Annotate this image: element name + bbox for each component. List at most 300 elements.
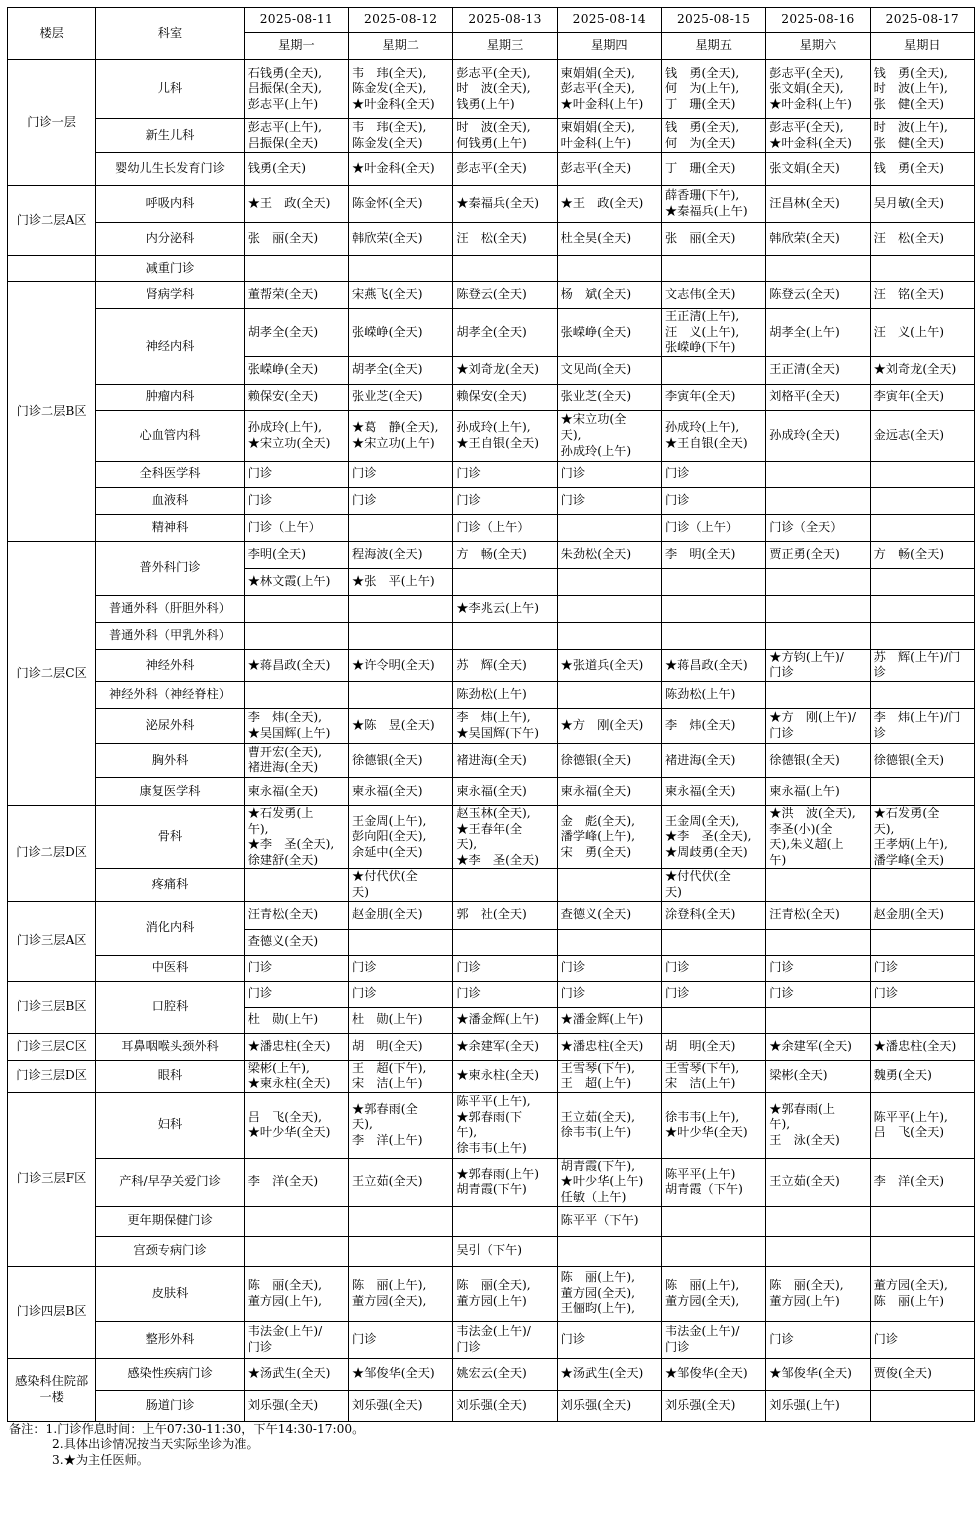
schedule-cell xyxy=(244,743,348,777)
schedule-cell xyxy=(870,568,974,595)
table-row xyxy=(8,1092,975,1158)
schedule-cell xyxy=(557,568,661,595)
schedule-cell xyxy=(349,901,453,929)
doctor-schedule: 金 彪(全天), 潘学峰(上午), 宋 勇(全天) xyxy=(560,813,635,859)
floor-label: 门诊二层B区 xyxy=(16,403,87,418)
schedule-cell xyxy=(453,1158,557,1206)
floor-cell xyxy=(8,1033,96,1060)
department-cell xyxy=(96,1266,244,1321)
doctor-schedule: ★王 政(全天) xyxy=(560,196,644,211)
schedule-cell xyxy=(557,805,661,868)
doctor-schedule: 门诊 xyxy=(769,986,794,1001)
table-row xyxy=(8,869,975,901)
doctor-schedule: 宋燕飞(全天) xyxy=(352,287,423,302)
schedule-cell xyxy=(766,1206,870,1236)
date-header: 2025-08-14 xyxy=(557,8,661,33)
department-label: 普通外科（肝胆外科） xyxy=(109,600,231,615)
schedule-cell xyxy=(557,595,661,622)
schedule-cell xyxy=(349,1206,453,1236)
doctor-schedule: 王立茹(全天), 徐韦韦(上午) xyxy=(560,1109,635,1140)
schedule-cell xyxy=(557,309,661,357)
doctor-schedule: 钱 勇(全天), 何 为(上午), 丁 珊(全天) xyxy=(664,65,740,111)
schedule-cell xyxy=(557,410,661,461)
department-label: 内分泌科 xyxy=(145,231,195,246)
table-row xyxy=(8,1033,975,1060)
schedule-cell xyxy=(453,153,557,186)
schedule-cell xyxy=(244,708,348,743)
schedule-cell xyxy=(349,869,453,901)
doctor-schedule: 门诊（上午） xyxy=(664,519,739,534)
schedule-cell xyxy=(766,119,870,153)
schedule-cell xyxy=(766,1321,870,1358)
schedule-cell xyxy=(557,622,661,649)
doctor-schedule: 王雪琴(下午), 王 超(上午) xyxy=(560,1060,635,1091)
schedule-cell xyxy=(661,805,765,868)
department-cell xyxy=(96,384,244,410)
table-row xyxy=(8,153,975,186)
schedule-cell xyxy=(349,60,453,119)
doctor-schedule: ★方 刚(全天) xyxy=(560,718,644,733)
doctor-schedule: 梁彬(上午), ★柬永柱(全天) xyxy=(247,1060,331,1091)
doctor-schedule: ★邹俊华(全天) xyxy=(664,1366,748,1381)
schedule-cell xyxy=(453,1060,557,1092)
doctor-schedule: 李寅年(全天) xyxy=(873,389,945,404)
schedule-cell xyxy=(870,955,974,981)
doctor-schedule: 赵金朋(全天) xyxy=(873,907,945,922)
doctor-schedule: 张业芝(全天) xyxy=(560,389,632,404)
doctor-schedule: 陈平平(上午) 胡青霞（下午) xyxy=(664,1166,743,1197)
schedule-cell xyxy=(870,869,974,901)
floor-cell xyxy=(8,256,96,282)
table-row xyxy=(8,649,975,681)
doctor-schedule: 姚宏云(全天) xyxy=(456,1366,527,1381)
schedule-cell xyxy=(766,743,870,777)
schedule-cell xyxy=(244,622,348,649)
floor-label: 门诊二层C区 xyxy=(16,665,87,680)
department-cell xyxy=(96,955,244,981)
schedule-cell xyxy=(661,1206,765,1236)
schedule-cell xyxy=(766,410,870,461)
schedule-cell xyxy=(453,541,557,568)
schedule-cell xyxy=(244,595,348,622)
doctor-schedule: 张嵘峥(全天) xyxy=(247,362,319,377)
doctor-schedule: 门诊 xyxy=(247,492,273,507)
schedule-cell xyxy=(557,777,661,805)
doctor-schedule: 丁 珊(全天) xyxy=(664,161,736,176)
doctor-schedule: 时 波(上午), 张 健(全天) xyxy=(873,119,948,150)
schedule-cell xyxy=(453,708,557,743)
doctor-schedule: 刘乐强(全天) xyxy=(352,1397,423,1412)
department-label: 心血管内科 xyxy=(139,427,201,442)
table-row xyxy=(8,410,975,461)
schedule-cell xyxy=(349,981,453,1007)
doctor-schedule: 方 畅(全天) xyxy=(873,546,945,561)
schedule-cell xyxy=(244,514,348,541)
doctor-schedule: 陈劲松(上午) xyxy=(456,687,527,702)
doctor-schedule: 杜 勋(上午) xyxy=(352,1012,423,1027)
table-row xyxy=(8,384,975,410)
schedule-cell xyxy=(661,384,765,410)
note-line: 备注：1.门诊作息时间：上午07:30-11:30，下午14:30-17:00。 xyxy=(9,1421,365,1436)
schedule-cell xyxy=(870,153,974,186)
department-label: 肿瘤内科 xyxy=(145,389,195,404)
department-label: 皮肤科 xyxy=(151,1285,189,1300)
doctor-schedule: 董帮荣(全天) xyxy=(247,287,319,302)
table-row xyxy=(8,681,975,708)
schedule-cell xyxy=(349,119,453,153)
doctor-schedule: ★余建军(全天) xyxy=(769,1038,852,1053)
doctor-schedule: ★洪 波(全天), 李圣(小)(全 天),朱义超(上 午) xyxy=(769,805,856,867)
doctor-schedule: 李 炜(上午), ★吴国辉(下午) xyxy=(456,710,539,740)
schedule-cell xyxy=(870,282,974,309)
doctor-schedule: 程海波(全天) xyxy=(352,546,423,561)
schedule-cell xyxy=(661,356,765,384)
weekday-header: 星期五 xyxy=(661,33,765,60)
weekday-header: 星期日 xyxy=(870,33,974,60)
schedule-cell xyxy=(349,1033,453,1060)
doctor-schedule: ★付代伏(全 天) xyxy=(664,869,731,899)
table-row xyxy=(8,708,975,743)
doctor-schedule: ★张 平(上午) xyxy=(352,573,435,588)
doctor-schedule: 魏勇(全天) xyxy=(873,1068,932,1083)
schedule-cell xyxy=(661,514,765,541)
schedule-cell xyxy=(766,805,870,868)
schedule-cell xyxy=(244,256,348,282)
schedule-cell xyxy=(453,309,557,357)
schedule-cell xyxy=(453,1007,557,1033)
schedule-cell xyxy=(453,869,557,901)
schedule-cell xyxy=(661,955,765,981)
doctor-schedule: 门诊 xyxy=(769,1331,794,1346)
doctor-schedule: ★石发勇(全 天), 王孝炳(上午), 潘学峰(全天) xyxy=(873,805,948,867)
schedule-cell xyxy=(557,869,661,901)
table-row xyxy=(8,1060,975,1092)
doctor-schedule: 门诊 xyxy=(873,986,898,1001)
schedule-cell xyxy=(766,1007,870,1033)
schedule-cell xyxy=(557,1236,661,1266)
schedule-cell xyxy=(766,1158,870,1206)
schedule-cell xyxy=(453,981,557,1007)
schedule-cell xyxy=(661,1236,765,1266)
schedule-cell xyxy=(557,256,661,282)
schedule-cell xyxy=(453,60,557,119)
doctor-schedule: 胡孝全(全天) xyxy=(352,362,423,377)
doctor-schedule: 门诊 xyxy=(664,960,690,975)
schedule-cell xyxy=(349,487,453,514)
department-label: 血液科 xyxy=(151,492,189,507)
doctor-schedule: 门诊（上午） xyxy=(247,519,321,534)
department-label: 呼吸内科 xyxy=(145,196,195,211)
doctor-schedule: 韦法金(上午)/ 门诊 xyxy=(247,1323,323,1354)
schedule-cell xyxy=(557,541,661,568)
schedule-cell xyxy=(557,1158,661,1206)
schedule-cell xyxy=(766,777,870,805)
doctor-schedule: 钱勇(全天) xyxy=(247,161,306,176)
schedule-cell xyxy=(557,1390,661,1421)
floor-cell xyxy=(8,981,96,1033)
table-row xyxy=(8,60,975,119)
doctor-schedule: 贾正勇(全天) xyxy=(769,546,840,561)
schedule-cell xyxy=(557,743,661,777)
schedule-cell xyxy=(766,282,870,309)
department-label: 骨科 xyxy=(157,829,183,844)
schedule-cell xyxy=(766,1033,870,1060)
schedule-cell xyxy=(870,384,974,410)
schedule-cell xyxy=(349,929,453,955)
department-cell xyxy=(96,1033,244,1060)
schedule-cell xyxy=(870,805,974,868)
floor-label: 门诊二层A区 xyxy=(16,212,87,227)
schedule-cell xyxy=(453,384,557,410)
doctor-schedule: 门诊 xyxy=(352,960,377,975)
doctor-schedule: 门诊 xyxy=(560,1331,586,1346)
doctor-schedule: 汪 义(上午) xyxy=(873,324,945,339)
schedule-cell xyxy=(870,309,974,357)
schedule-cell xyxy=(870,410,974,461)
doctor-schedule: 曹开宏(全天), 褚进海(全天) xyxy=(247,744,323,775)
doctor-schedule: 查德义(全天) xyxy=(247,934,319,949)
doctor-schedule: ★汤武生(全天) xyxy=(560,1366,644,1381)
doctor-schedule: 门诊 xyxy=(560,960,586,975)
schedule-cell xyxy=(244,153,348,186)
doctor-schedule: 汪青松(全天) xyxy=(769,907,840,922)
doctor-schedule: 钱 勇(全天) xyxy=(873,161,945,176)
department-cell xyxy=(96,595,244,622)
schedule-cell xyxy=(244,356,348,384)
schedule-cell xyxy=(661,1033,765,1060)
doctor-schedule: 徐德银(全天) xyxy=(560,752,632,767)
doctor-schedule: ★宋立功(全 天), 孙成玲(上午) xyxy=(560,412,632,458)
floor-label: 门诊二层D区 xyxy=(16,845,87,860)
schedule-cell xyxy=(766,1358,870,1390)
doctor-schedule: ★潘金辉(上午) xyxy=(560,1012,644,1027)
doctor-schedule: 胡青霞(下午), ★叶少华(上午) 任敏（上午) xyxy=(560,1158,644,1204)
schedule-cell xyxy=(557,282,661,309)
schedule-cell xyxy=(870,541,974,568)
doctor-schedule: 陈平平(上午), 吕 飞(全天) xyxy=(873,1109,948,1140)
doctor-schedule: ★郭春雨(上午) 胡青霞(下午) xyxy=(456,1166,539,1197)
department-cell xyxy=(96,1060,244,1092)
schedule-cell xyxy=(870,356,974,384)
doctor-schedule: 韦 玮(全天), 陈金发(全天), ★叶金科(全天) xyxy=(352,65,435,111)
table-row xyxy=(8,1358,975,1390)
schedule-cell xyxy=(453,410,557,461)
schedule-cell xyxy=(766,1092,870,1158)
schedule-cell xyxy=(453,487,557,514)
schedule-cell xyxy=(661,309,765,357)
doctor-schedule: 门诊（上午） xyxy=(456,519,530,534)
table-row xyxy=(8,955,975,981)
department-cell xyxy=(96,487,244,514)
schedule-cell xyxy=(453,929,557,955)
schedule-cell xyxy=(349,1007,453,1033)
schedule-cell xyxy=(870,1236,974,1266)
doctor-schedule: 郭 社(全天) xyxy=(456,907,527,922)
schedule-cell xyxy=(661,1358,765,1390)
schedule-cell xyxy=(870,514,974,541)
table-row xyxy=(8,981,975,1007)
doctor-schedule: 彭志平(全天) xyxy=(456,161,527,176)
department-cell xyxy=(96,1321,244,1358)
schedule-cell xyxy=(453,356,557,384)
doctor-schedule: 王 超(下午), 宋 洁(上午) xyxy=(352,1060,427,1091)
floor-label: 门诊三层F区 xyxy=(16,1171,87,1186)
schedule-cell xyxy=(349,568,453,595)
doctor-schedule: 文见尚(全天) xyxy=(560,362,632,377)
schedule-cell xyxy=(244,119,348,153)
doctor-schedule: 门诊（全天） xyxy=(769,519,843,534)
schedule-cell xyxy=(244,1033,348,1060)
doctor-schedule: 柬永福(全天) xyxy=(352,783,423,798)
schedule-cell xyxy=(244,309,348,357)
schedule-cell xyxy=(244,805,348,868)
department-label: 减重门诊 xyxy=(145,260,195,275)
floor-label: 门诊三层A区 xyxy=(16,933,87,948)
doctor-schedule: ★李兆云(上午) xyxy=(456,600,539,615)
doctor-schedule: 钱 勇(全天), 何 为(全天) xyxy=(664,119,740,150)
doctor-schedule: 门诊 xyxy=(352,492,377,507)
schedule-cell xyxy=(870,777,974,805)
schedule-cell xyxy=(349,1358,453,1390)
doctor-schedule: 柬永福(全天) xyxy=(247,783,319,798)
schedule-cell xyxy=(661,1266,765,1321)
department-cell xyxy=(96,309,244,385)
schedule-cell xyxy=(244,1092,348,1158)
schedule-cell xyxy=(349,282,453,309)
doctor-schedule: 柬娟娟(全天), 彭志平(全天), ★叶金科(上午) xyxy=(560,65,644,111)
table-row xyxy=(8,119,975,153)
schedule-cell xyxy=(244,1236,348,1266)
schedule-cell xyxy=(244,1266,348,1321)
floor-cell xyxy=(8,805,96,901)
schedule-cell xyxy=(557,514,661,541)
doctor-schedule: 徐德银(全天) xyxy=(769,752,840,767)
schedule-cell xyxy=(557,223,661,256)
department-label: 神经外科（神经脊柱） xyxy=(109,687,231,702)
doctor-schedule: 李明(全天) xyxy=(247,546,306,561)
doctor-schedule: 杜 勋(上午) xyxy=(247,1012,319,1027)
table-row xyxy=(8,743,975,777)
schedule-cell xyxy=(766,595,870,622)
department-cell xyxy=(96,708,244,743)
doctor-schedule: 董方园(全天), 陈 丽(上午) xyxy=(873,1277,948,1308)
schedule-cell xyxy=(349,595,453,622)
note-line: 3.★为主任医师。 xyxy=(52,1452,149,1467)
doctor-schedule: ★许令明(全天) xyxy=(352,657,435,672)
schedule-cell xyxy=(453,595,557,622)
department-label: 肾病学科 xyxy=(145,287,195,302)
schedule-cell xyxy=(870,1206,974,1236)
schedule-cell xyxy=(557,153,661,186)
department-cell xyxy=(96,1358,244,1390)
doctor-schedule: 陈金怀(全天) xyxy=(352,196,423,211)
schedule-cell xyxy=(870,708,974,743)
doctor-schedule: 梁彬(全天) xyxy=(769,1068,828,1083)
doctor-schedule: 韩欣荣(全天) xyxy=(769,231,840,246)
date-header: 2025-08-15 xyxy=(661,8,765,33)
department-cell xyxy=(96,410,244,461)
schedule-cell xyxy=(349,514,453,541)
schedule-cell xyxy=(766,1236,870,1266)
schedule-cell xyxy=(349,1236,453,1266)
schedule-cell xyxy=(557,1060,661,1092)
doctor-schedule: ★蒋昌政(全天) xyxy=(247,657,331,672)
doctor-schedule: 韦法金(上午)/ 门诊 xyxy=(664,1323,740,1354)
schedule-cell xyxy=(557,981,661,1007)
schedule-cell xyxy=(244,1060,348,1092)
doctor-schedule: 陈平平（下午) xyxy=(560,1213,639,1228)
doctor-schedule: 门诊 xyxy=(456,466,481,481)
table-row xyxy=(8,309,975,357)
doctor-schedule: 李 炜(全天) xyxy=(664,718,736,733)
schedule-cell xyxy=(453,1321,557,1358)
doctor-schedule: 王立茹(全天) xyxy=(769,1174,840,1189)
schedule-cell xyxy=(661,1060,765,1092)
doctor-schedule: 薛香珊(下午), ★秦福兵(上午) xyxy=(664,188,748,218)
schedule-cell xyxy=(349,1266,453,1321)
schedule-cell xyxy=(661,410,765,461)
schedule-cell xyxy=(870,743,974,777)
department-label: 泌尿外科 xyxy=(145,718,195,733)
schedule-cell xyxy=(244,869,348,901)
floor-label: 门诊三层D区 xyxy=(16,1068,87,1083)
schedule-cell xyxy=(870,1033,974,1060)
schedule-cell xyxy=(661,649,765,681)
doctor-schedule: 张嵘峥(全天) xyxy=(560,324,632,339)
schedule-cell xyxy=(661,743,765,777)
table-row xyxy=(8,282,975,309)
doctor-schedule: 杜全昊(全天) xyxy=(560,231,632,246)
doctor-schedule: 苏 辉(上午)/门 诊 xyxy=(873,649,961,680)
department-cell xyxy=(96,541,244,595)
schedule-cell xyxy=(661,568,765,595)
table-row xyxy=(8,186,975,223)
department-label: 宫颈专病门诊 xyxy=(133,1243,207,1258)
department-label: 疼痛科 xyxy=(151,877,189,892)
schedule-cell xyxy=(766,1390,870,1421)
floor-cell xyxy=(8,1358,96,1421)
schedule-cell xyxy=(766,153,870,186)
schedule-cell xyxy=(661,1158,765,1206)
department-cell xyxy=(96,981,244,1033)
doctor-schedule: 王金周(上午), 彭向阳(全天), 余延中(全天) xyxy=(352,813,427,859)
schedule-cell xyxy=(244,568,348,595)
floor-cell xyxy=(8,901,96,981)
schedule-cell xyxy=(349,256,453,282)
doctor-schedule: ★林文霞(上午) xyxy=(247,573,331,588)
department-cell xyxy=(96,186,244,223)
doctor-schedule: 门诊 xyxy=(247,986,273,1001)
doctor-schedule: 苏 辉(全天) xyxy=(456,657,527,672)
schedule-cell xyxy=(870,681,974,708)
department-cell xyxy=(96,901,244,955)
doctor-schedule: 刘乐强(全天) xyxy=(247,1397,319,1412)
doctor-schedule: 贾俊(全天) xyxy=(873,1366,932,1381)
schedule-cell xyxy=(453,901,557,929)
doctor-schedule: ★汤武生(全天) xyxy=(247,1366,331,1381)
schedule-cell xyxy=(766,461,870,487)
doctor-schedule: 陈登云(全天) xyxy=(456,287,527,302)
doctor-schedule: 涂登科(全天) xyxy=(664,907,736,922)
doctor-schedule: 孙成玲(全天) xyxy=(769,427,840,442)
doctor-schedule: 李 洋(全天) xyxy=(873,1174,945,1189)
schedule-cell xyxy=(453,1236,557,1266)
floor-cell xyxy=(8,541,96,805)
doctor-schedule: ★秦福兵(全天) xyxy=(456,196,539,211)
schedule-cell xyxy=(766,186,870,223)
schedule-cell xyxy=(244,487,348,514)
schedule-cell xyxy=(557,60,661,119)
